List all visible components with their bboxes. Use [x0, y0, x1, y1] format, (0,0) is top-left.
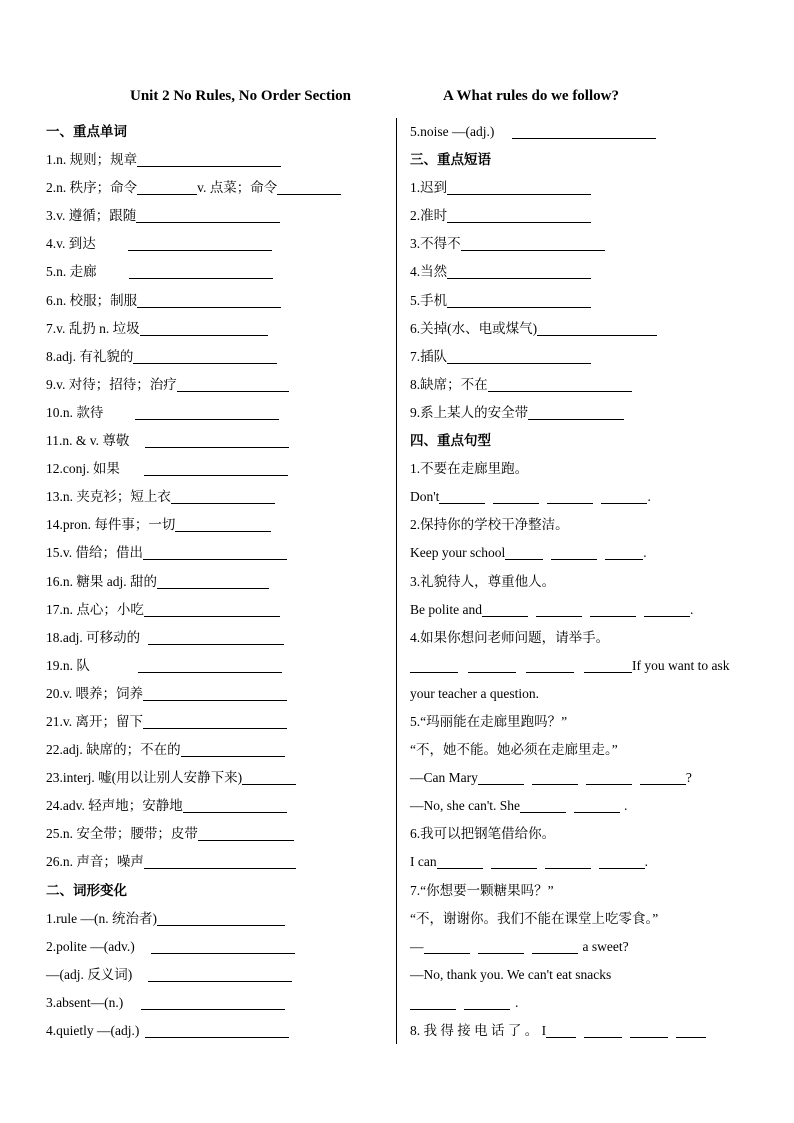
answer-blank[interactable]	[512, 123, 656, 139]
answer-blank[interactable]	[464, 994, 510, 1010]
answer-blank[interactable]	[143, 685, 287, 701]
answer-blank[interactable]	[520, 797, 566, 813]
answer-blank[interactable]	[439, 488, 485, 504]
answer-blank[interactable]	[175, 516, 271, 532]
answer-blank[interactable]	[145, 1022, 289, 1038]
answer-blank[interactable]	[137, 151, 281, 167]
form-item: 1.rule —(n. 统治者)	[46, 905, 391, 933]
answer-blank[interactable]	[526, 657, 574, 673]
answer-blank[interactable]	[183, 797, 287, 813]
sentence-cn: 1.不要在走廊里跑。	[410, 461, 529, 477]
answer-blank[interactable]	[137, 179, 197, 195]
answer-blank[interactable]	[143, 713, 287, 729]
word-item: 21.v. 离开；留下	[46, 708, 391, 736]
answer-blank[interactable]	[437, 853, 483, 869]
sentence-mixed: 8. 我 得 接 电 话 了 。 I	[410, 1017, 755, 1045]
answer-blank[interactable]	[599, 853, 645, 869]
sentence-en: your teacher a question.	[410, 685, 539, 701]
answer-blank[interactable]	[546, 1022, 576, 1038]
form-item: 5.noise —(adj.)	[410, 118, 755, 146]
answer-blank[interactable]	[586, 769, 632, 785]
sentence-cn: “不，谢谢你。我们不能在课堂上吃零食。”	[410, 910, 659, 926]
word-item: 18.adj. 可移动的	[46, 624, 391, 652]
answer-blank[interactable]	[140, 320, 268, 336]
answer-blank[interactable]	[181, 741, 285, 757]
sentence-cn: “不，她不能。她必须在走廊里走。”	[410, 742, 618, 758]
sentence-en: Don't .	[410, 489, 651, 505]
section-heading-sentences: 四、重点句型	[410, 433, 491, 450]
word-item: 15.v. 借给；借出	[46, 539, 391, 567]
phrase-item: 3.不得不	[410, 230, 755, 258]
sentence-cn: 5.“玛丽能在走廊里跑吗？”	[410, 713, 568, 729]
sentence-en: —No, she can't. She .	[410, 798, 628, 814]
form-item: 2.polite —(adv.)	[46, 933, 391, 961]
word-item: 22.adj. 缺席的；不在的	[46, 736, 391, 764]
answer-blank[interactable]	[461, 235, 605, 251]
answer-blank[interactable]	[137, 292, 281, 308]
answer-blank[interactable]	[505, 544, 543, 560]
sentence-en: —Can Mary ?	[410, 770, 692, 786]
word-item: 16.n. 糖果 adj. 甜的	[46, 568, 391, 596]
sentence-cn: 4.如果你想问老师问题，请举手。	[410, 629, 610, 645]
answer-blank[interactable]	[447, 263, 591, 279]
answer-blank[interactable]	[410, 657, 458, 673]
sentence-en: I can .	[410, 854, 648, 870]
answer-blank[interactable]	[148, 629, 284, 645]
answer-blank[interactable]	[601, 488, 647, 504]
answer-blank[interactable]	[136, 207, 280, 223]
answer-blank[interactable]	[640, 769, 686, 785]
answer-blank[interactable]	[493, 488, 539, 504]
left-column	[46, 118, 391, 1045]
form-item: —(adj. 反义词)	[46, 961, 391, 989]
word-item: 12.conj. 如果	[46, 455, 391, 483]
answer-blank[interactable]	[171, 488, 275, 504]
worksheet-title	[0, 88, 794, 110]
phrase-item: 4.当然	[410, 258, 755, 286]
answer-blank[interactable]	[537, 320, 657, 336]
word-item: 9.v. 对待；招待；治疗	[46, 371, 391, 399]
word-item: 11.n. & v. 尊敬	[46, 427, 391, 455]
answer-blank[interactable]	[141, 994, 285, 1010]
answer-blank[interactable]	[590, 601, 636, 617]
sentence-cn: 3.礼貌待人，尊重他人。	[410, 573, 556, 589]
column-divider	[396, 118, 397, 1044]
answer-blank[interactable]	[157, 573, 269, 589]
sentence-en: — a sweet?	[410, 938, 629, 954]
answer-blank[interactable]	[133, 348, 277, 364]
answer-blank[interactable]	[277, 179, 341, 195]
sentence-en: .	[410, 989, 755, 1017]
word-item: 25.n. 安全带；腰带；皮带	[46, 820, 391, 848]
form-item: 4.quietly —(adj.)	[46, 1017, 391, 1045]
answer-blank[interactable]	[447, 292, 591, 308]
sentence-cn: 6.我可以把钢笔借给你。	[410, 826, 556, 842]
section-heading-forms: 二、词形变化	[46, 882, 127, 899]
answer-blank[interactable]	[536, 601, 582, 617]
answer-blank[interactable]	[468, 657, 516, 673]
answer-blank[interactable]	[157, 910, 285, 926]
answer-blank[interactable]	[144, 853, 296, 869]
answer-blank[interactable]	[447, 348, 591, 364]
answer-blank[interactable]	[488, 376, 632, 392]
word-item: 1.n. 规则；规章	[46, 146, 391, 174]
word-item: 23.interj. 嘘(用以让别人安静下来)	[46, 764, 391, 792]
word-item: 20.v. 喂养；饲养	[46, 680, 391, 708]
section-heading-phrases: 三、重点短语	[410, 152, 491, 169]
answer-blank[interactable]	[135, 404, 279, 420]
answer-blank[interactable]	[574, 797, 620, 813]
word-item: 10.n. 款待	[46, 399, 391, 427]
word-item: 3.v. 遵循；跟随	[46, 202, 391, 230]
answer-blank[interactable]	[532, 938, 578, 954]
section-heading-words: 一、重点单词	[46, 124, 127, 140]
title-unit: Unit 2 No Rules, No Order Section	[130, 88, 351, 104]
sentence-en: If you want to ask	[410, 652, 755, 680]
sentence-cn: 7.“你想要一颗糖果吗？”	[410, 882, 554, 898]
answer-blank[interactable]	[129, 263, 273, 279]
answer-blank[interactable]	[144, 601, 280, 617]
answer-blank[interactable]	[478, 938, 524, 954]
phrase-item: 9.系上某人的安全带	[410, 399, 755, 427]
answer-blank[interactable]	[584, 1022, 622, 1038]
answer-blank[interactable]	[528, 404, 624, 420]
word-item: 2.n. 秩序；命令 v. 点菜；命令	[46, 174, 391, 202]
answer-blank[interactable]	[144, 460, 288, 476]
phrase-item: 6.关掉(水、电或煤气)	[410, 315, 755, 343]
answer-blank[interactable]	[447, 179, 591, 195]
answer-blank[interactable]	[491, 853, 537, 869]
answer-blank[interactable]	[410, 994, 456, 1010]
word-item: 19.n. 队	[46, 652, 391, 680]
answer-blank[interactable]	[630, 1022, 668, 1038]
phrase-item: 7.插队	[410, 343, 755, 371]
answer-blank[interactable]	[547, 488, 593, 504]
answer-blank[interactable]	[605, 544, 643, 560]
sentence-en: Keep your school .	[410, 545, 647, 561]
sentence-en: —No, thank you. We can't eat snacks	[410, 966, 612, 982]
word-item: 17.n. 点心；小吃	[46, 596, 391, 624]
word-item: 13.n. 夹克衫；短上衣	[46, 483, 391, 511]
form-item: 3.absent—(n.)	[46, 989, 391, 1017]
word-item: 14.pron. 每件事；一切	[46, 511, 391, 539]
answer-blank[interactable]	[138, 657, 282, 673]
answer-blank[interactable]	[151, 938, 295, 954]
answer-blank[interactable]	[128, 235, 272, 251]
phrase-item: 1.迟到	[410, 174, 755, 202]
word-item: 8.adj. 有礼貌的	[46, 343, 391, 371]
answer-blank[interactable]	[551, 544, 597, 560]
answer-blank[interactable]	[177, 376, 289, 392]
answer-blank[interactable]	[198, 825, 294, 841]
title-section: A What rules do we follow?	[443, 88, 619, 104]
answer-blank[interactable]	[424, 938, 470, 954]
right-column	[410, 118, 755, 1045]
answer-blank[interactable]	[584, 657, 632, 673]
answer-blank[interactable]	[532, 769, 578, 785]
word-item: 5.n. 走廊	[46, 258, 391, 286]
answer-blank[interactable]	[478, 769, 524, 785]
sentence-cn: 2.保持你的学校干净整洁。	[410, 517, 569, 533]
answer-blank[interactable]	[447, 207, 591, 223]
answer-blank[interactable]	[676, 1022, 706, 1038]
phrase-item: 5.手机	[410, 287, 755, 315]
word-item: 26.n. 声音；噪声	[46, 848, 391, 876]
word-item: 6.n. 校服；制服	[46, 287, 391, 315]
phrase-item: 8.缺席；不在	[410, 371, 755, 399]
answer-blank[interactable]	[143, 544, 287, 560]
answer-blank[interactable]	[242, 769, 296, 785]
phrase-item: 2.准时	[410, 202, 755, 230]
word-item: 4.v. 到达	[46, 230, 391, 258]
word-item: 7.v. 乱扔 n. 垃圾	[46, 315, 391, 343]
answer-blank[interactable]	[545, 853, 591, 869]
answer-blank[interactable]	[644, 601, 690, 617]
word-item: 24.adv. 轻声地；安静地	[46, 792, 391, 820]
answer-blank[interactable]	[148, 966, 292, 982]
answer-blank[interactable]	[145, 432, 289, 448]
answer-blank[interactable]	[482, 601, 528, 617]
sentence-en: Be polite and .	[410, 601, 694, 617]
